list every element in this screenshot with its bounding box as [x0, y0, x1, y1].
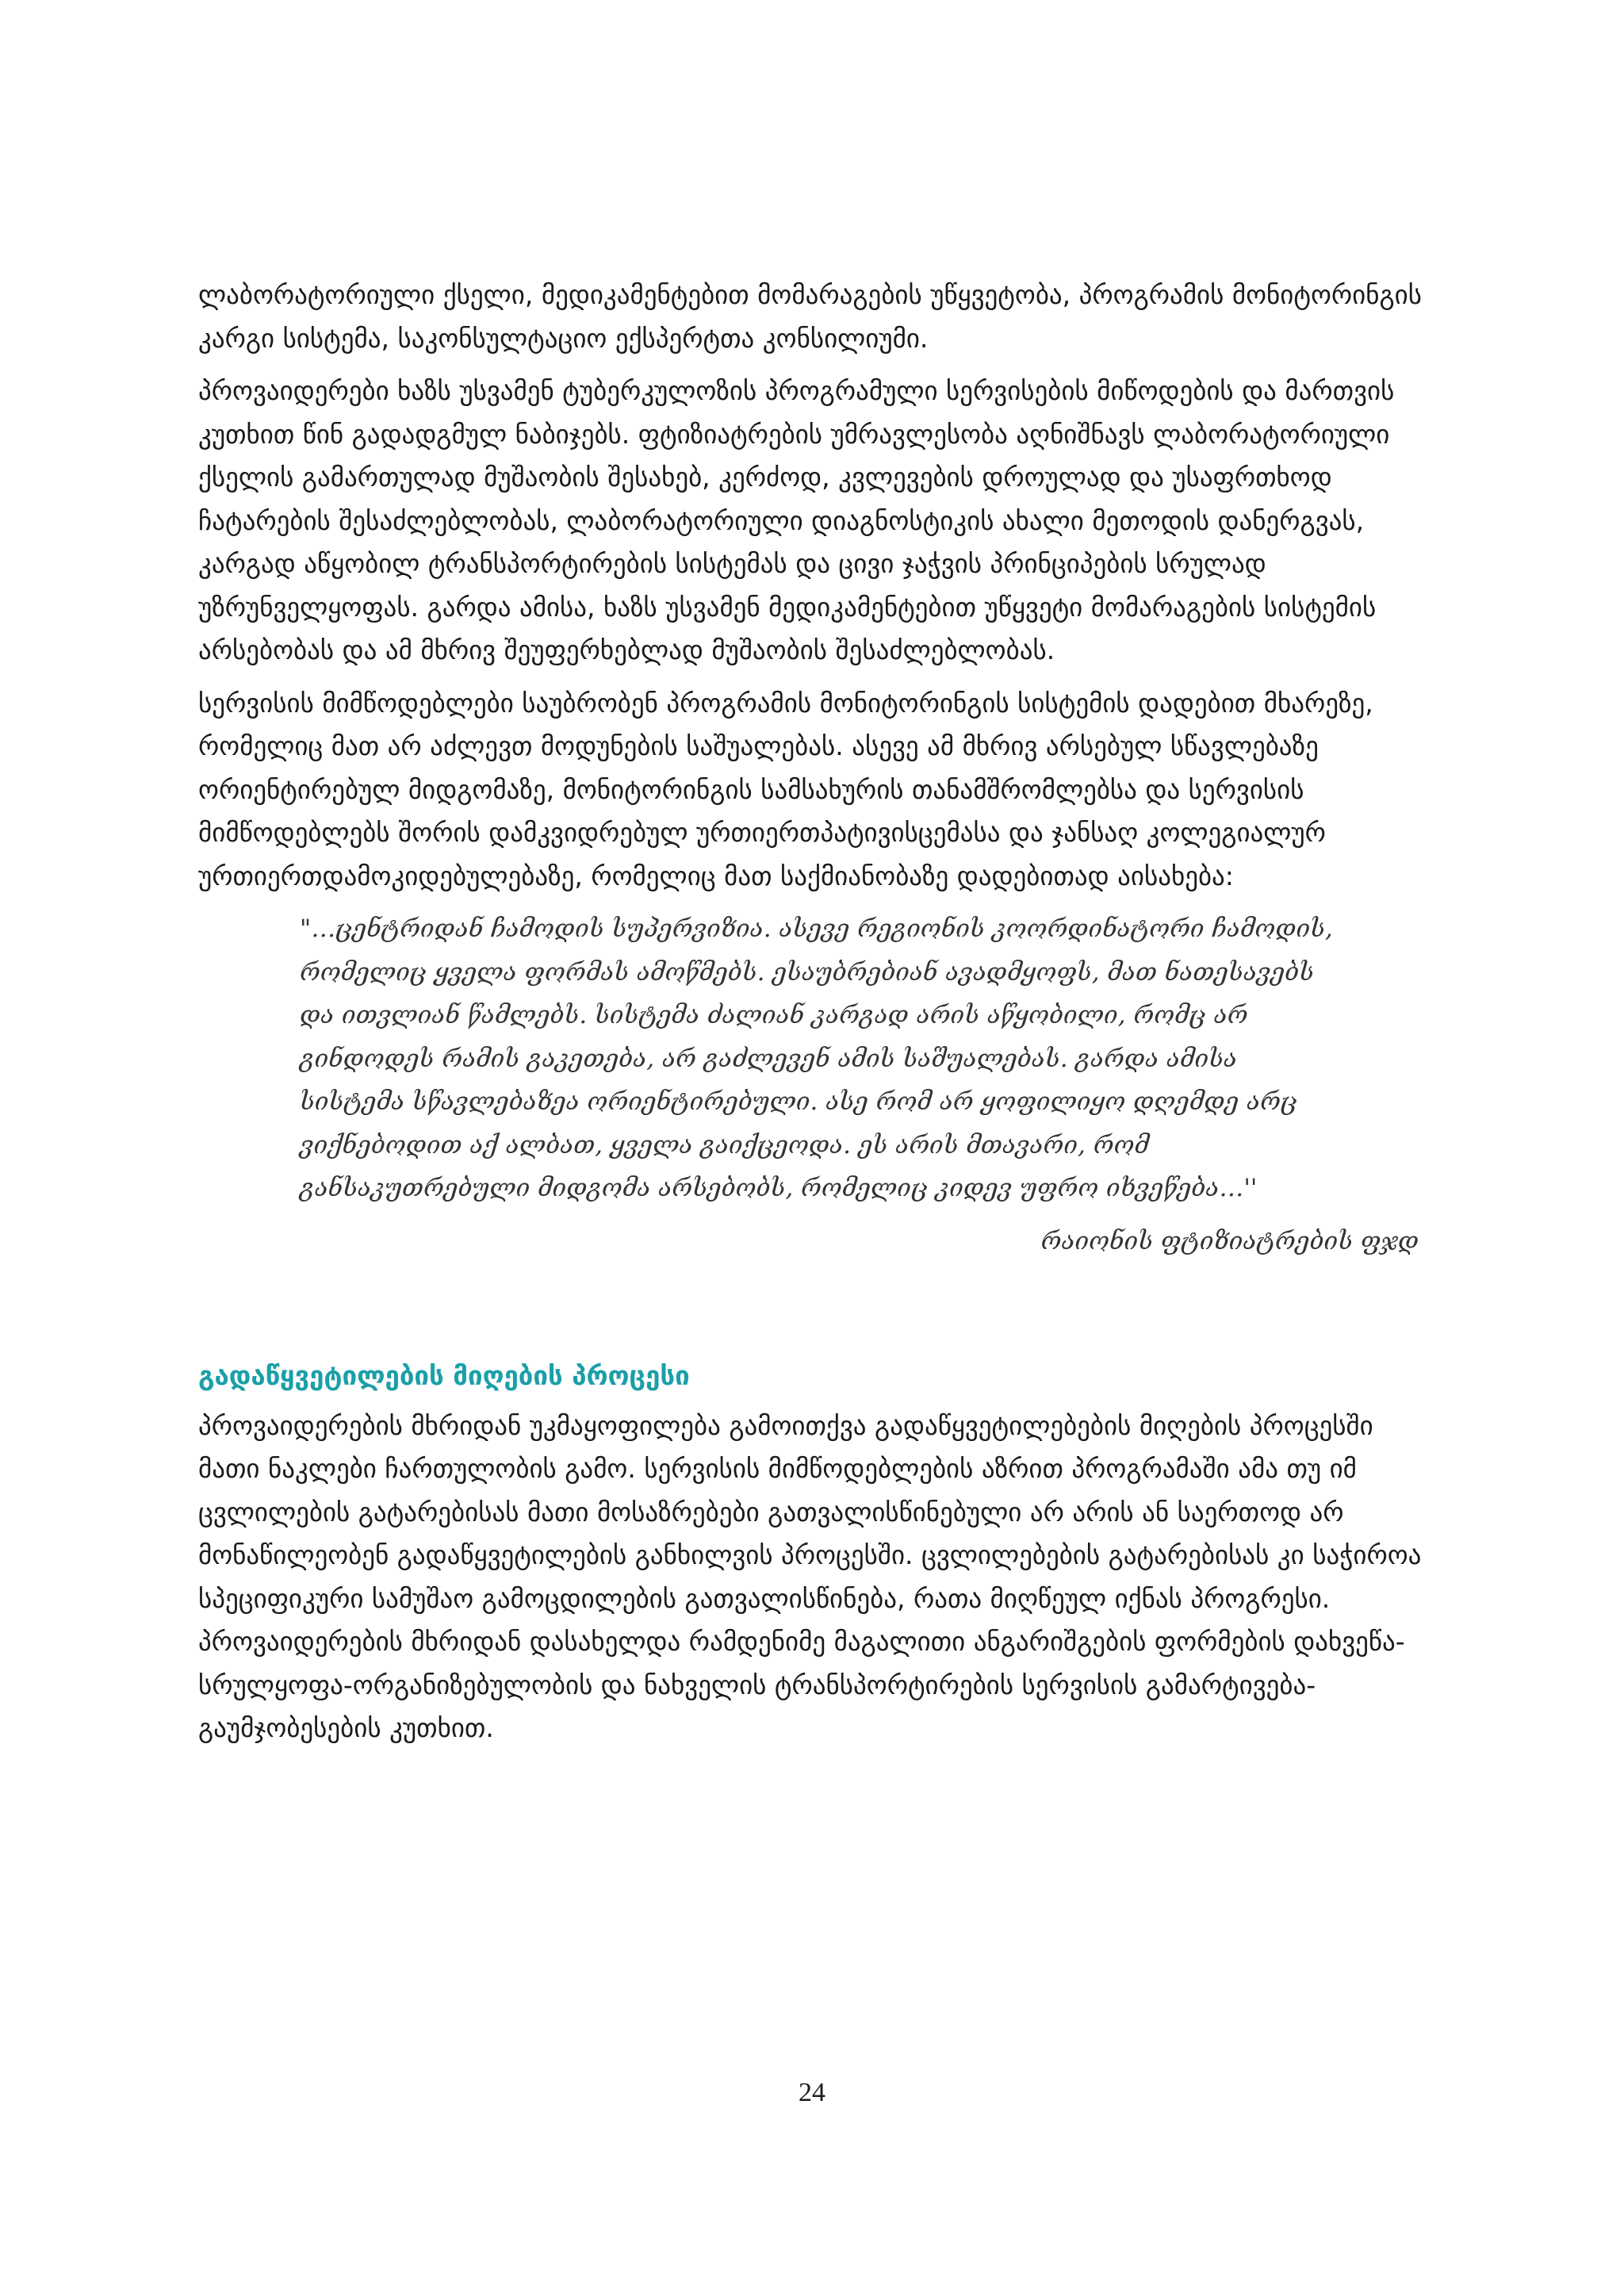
quote-block: "…ცენტრიდან ჩამოდის სუპერვიზია. ასევე რეგიონის კოორდინატორი ჩამოდის, რომელიც ყველა ფორმას ამოწმებს. ესაუბრებიან ავადმყოფს, მათ ნათესავებს და ითვლიან წამლებს. სისტემა ძალიან კარგად არის აწყობილი, რომც არ გინდოდეს რამის გაკეთება, არ გაძლევენ ამის საშუალებას. გარდა ამისა სისტემა სწავლებაზეა ორიენტირებული. ასე რომ არ ყოფილიყო დღემდე არც ვიქნებოდით აქ ალბათ, ყველა გაიქცეოდა. ეს არის მთავარი, რომ განსაკუთრებული მიდგომა არსებობს, რომელიც კიდევ უფრო იხვეწება…'': [300, 914, 1333, 1202]
paragraph-decision-making: პროვაიდერების მხრიდან უკმაყოფილება გამოითქვა გადაწყვეტილებების მიღების პროცესში მათი ნაკლები ჩართულობის გამო. სერვისის მიმწოდებლების აზრით პროგრამაში ამა თუ იმ ცვლილების გატარებისას მათი მოსაზრებები გათვალისწინებული არ არის ან საერთოდ არ მონაწილეობენ გადაწყვეტილების განხილვის პროცესში. ცვლილებების გატარებისას კი საჭიროა სპეციფიკური სამუშაო გამოცდილების გათვალისწინება, რათა მიღწეულ იქნას პროგრესი. პროვაიდერების მხრიდან დასახელდა რამდენიმე მაგალითი ანგარიშგების ფორმების დახვეწა-სრულყოფა-ორგანიზებულობის და ნახველის ტრანსპორტირების სერვისის გამარტივება-გაუმჯობესების კუთხით.: [198, 1409, 1422, 1743]
page-number: 24: [799, 2078, 825, 2107]
page-body: [198, 274, 1423, 1760]
paragraph-lab-network: ლაბორატორიული ქსელი, მედიკამენტებით მომარაგების უწყვეტობა, პროგრამის მონიტორინგის კარგი სისტემა, საკონსულტაციო ექსპერტთა კონსილიუმი.: [198, 279, 1422, 354]
section-heading: გადაწყვეტილების მიღების პროცესი: [198, 1360, 690, 1391]
quote-attribution: რაიონის ფტიზიატრების ფჯდ: [1040, 1226, 1419, 1255]
paragraph-provider-progress: პროვაიდერები ხაზს უსვამენ ტუბერკულოზის პროგრამული სერვისების მიწოდების და მართვის კუთხით წინ გადადგმულ ნაბიჯებს. ფტიზიატრების უმრავლესობა აღნიშნავს ლაბორატორიული ქსელის გამართულად მუშაობის შესახებ, კერძოდ, კვლევების დროულად და უსაფრთხოდ ჩატარების შესაძლებლობას, ლაბორატორიული დიაგნოსტიკის ახალი მეთოდის დანერგვას, კარგად აწყობილ ტრანსპორტირების სისტემას და ცივი ჯაჭვის პრინციპების სრულად უზრუნველყოფას. გარდა ამისა, ხაზს უსვამენ მედიკამენტებით უწყვეტი მომარაგების სისტემის არსებობას და ამ მხრივ შეუფერხებლად მუშაობის შესაძლებლობას.: [198, 375, 1395, 665]
paragraph-monitoring-system: სერვისის მიმწოდებლები საუბრობენ პროგრამის მონიტორინგის სისტემის დადებით მხარეზე, რომელიც მათ არ აძლევთ მოდუნების საშუალებას. ასევე ამ მხრივ არსებულ სწავლებაზე ორიენტირებულ მიდგომაზე, მონიტორინგის სამსახურის თანამშრომლებსა და სერვისის მიმწოდებლებს შორის დამკვიდრებულ ურთიერთპატივისცემასა და ჯანსაღ კოლეგიალურ ურთიერთდამოკიდებულებაზე, რომელიც მათ საქმიანობაზე დადებითად აისახება:: [198, 687, 1373, 891]
